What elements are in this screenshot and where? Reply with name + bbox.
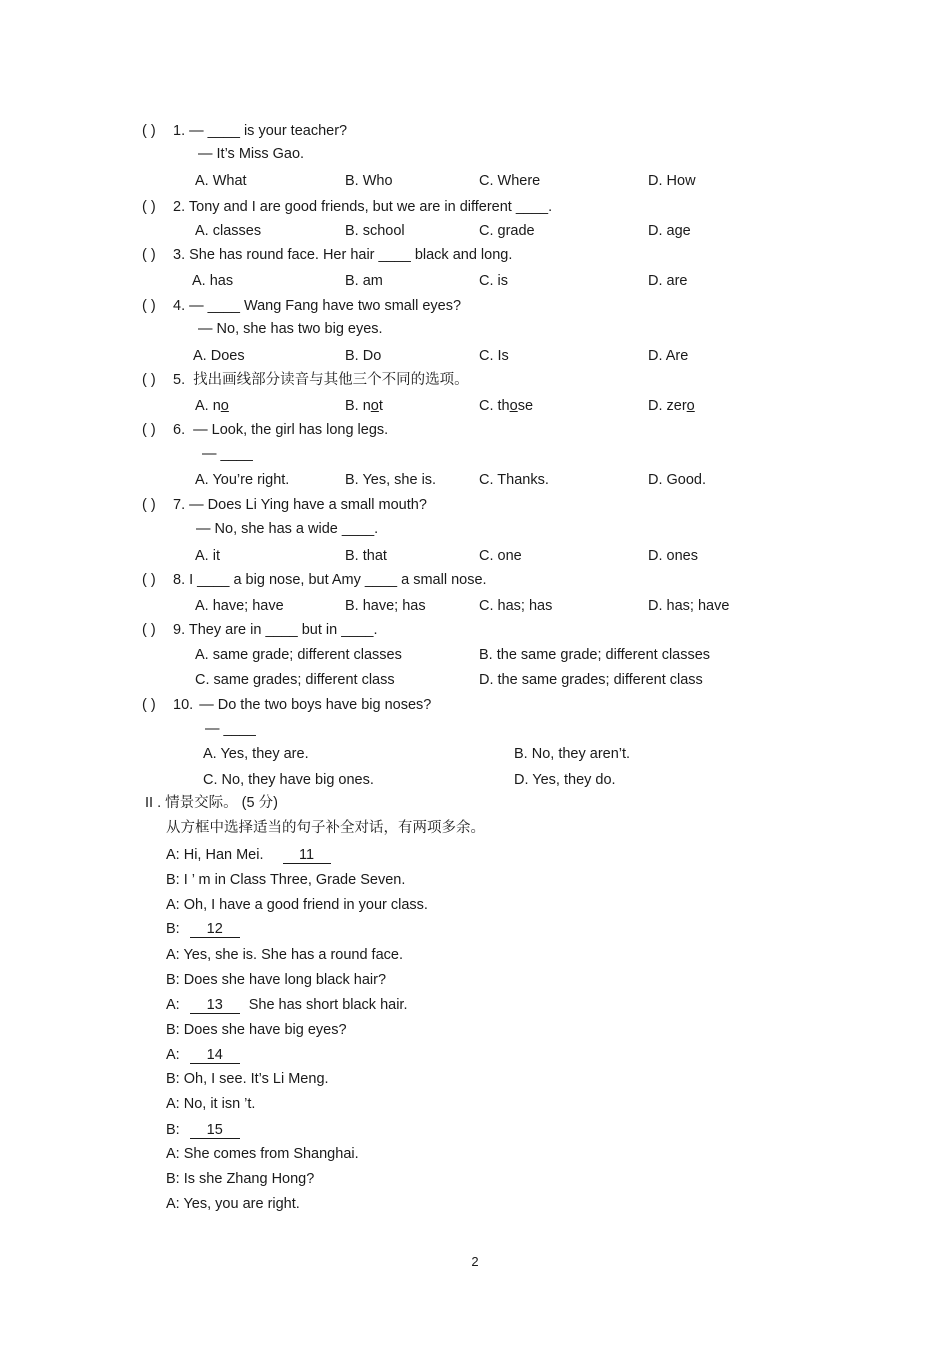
dialogue-line: B: 15	[166, 1121, 240, 1139]
answer-bracket: ( )	[142, 123, 156, 139]
dialogue-line: A: 13 She has short black hair.	[166, 997, 408, 1013]
option-a: A. has	[192, 273, 234, 289]
question-stem: 10. — Do the two boys have big noses?	[173, 697, 432, 713]
dialogue-line: B: Is she Zhang Hong?	[166, 1171, 315, 1187]
dialogue-line: A: No, it isn ’t.	[166, 1096, 256, 1112]
option-b: B. have; has	[345, 598, 426, 614]
underlined-letter: o	[370, 398, 379, 414]
option-c: C. Where	[479, 173, 541, 189]
answer-bracket: ( )	[142, 422, 156, 438]
answer-blank: 15	[190, 1123, 240, 1139]
underlined-letter: o	[686, 398, 695, 414]
dialogue-line: A: Hi, Han Mei. 11	[166, 846, 331, 864]
option-c: C. has; has	[479, 598, 553, 614]
option-b: B. Yes, she is.	[345, 472, 437, 488]
option-d: D. Are	[648, 348, 689, 364]
answer-bracket: ( )	[142, 697, 156, 713]
section-heading: II . 情景交际。 (5 分)	[145, 795, 278, 811]
option-a: A. Yes, they are.	[203, 746, 309, 762]
dialogue-line: A: Oh, I have a good friend in your class.	[166, 897, 428, 913]
option-b: B. Who	[345, 173, 393, 189]
dialogue-line: B: 12	[166, 920, 240, 938]
option-d: D. has; have	[648, 598, 730, 614]
option-c: C. grade	[479, 223, 535, 239]
question-stem: 4. — ____ Wang Fang have two small eyes?	[173, 298, 462, 314]
option-b: B. Do	[345, 348, 382, 364]
question-stem: 9. They are in ____ but in ____.	[173, 622, 378, 638]
option-c: C. those	[479, 398, 534, 414]
answer-bracket: ( )	[142, 497, 156, 513]
answer-blank: 14	[190, 1048, 240, 1064]
option-d: D. Good.	[648, 472, 707, 488]
option-b: B. school	[345, 223, 405, 239]
option-d: D. ones	[648, 548, 698, 564]
option-c: C. Thanks.	[479, 472, 549, 488]
question-reply: — No, she has two big eyes.	[198, 321, 383, 337]
question-stem: 2. Tony and I are good friends, but we are in different ____.	[173, 199, 553, 215]
option-d: D. Yes, they do.	[514, 772, 616, 788]
question-stem: 8. I ____ a big nose, but Amy ____ a small nose.	[173, 572, 487, 588]
underlined-letter: o	[220, 398, 229, 414]
option-a: A. Does	[193, 348, 245, 364]
option-d: D. the same grades; different class	[479, 672, 703, 688]
dialogue-line: A: Yes, you are right.	[166, 1196, 300, 1212]
option-a: A. What	[195, 173, 247, 189]
question-stem: 3. She has round face. Her hair ____ black and long.	[173, 247, 513, 263]
option-d: D. How	[648, 173, 696, 189]
option-c: C. same grades; different class	[195, 672, 395, 688]
option-b: B. the same grade; different classes	[479, 647, 711, 663]
answer-bracket: ( )	[142, 247, 156, 263]
dialogue-line: B: Does she have big eyes?	[166, 1022, 347, 1038]
answer-bracket: ( )	[142, 298, 156, 314]
question-reply: — It’s Miss Gao.	[198, 146, 305, 162]
option-a: A. no	[195, 398, 229, 414]
option-c: C. No, they have big ones.	[203, 772, 374, 788]
option-b: B. that	[345, 548, 387, 564]
option-a: A. have; have	[195, 598, 284, 614]
question-stem: 7. — Does Li Ying have a small mouth?	[173, 497, 427, 513]
option-b: B. No, they aren’t.	[514, 746, 631, 762]
section-instruction: 从方框中选择适当的句子补全对话，有两项多余。	[166, 820, 485, 836]
dialogue-line: B: Oh, I see. It’s Li Meng.	[166, 1071, 329, 1087]
answer-bracket: ( )	[142, 199, 156, 215]
option-b: B. am	[345, 273, 383, 289]
option-c: C. one	[479, 548, 522, 564]
option-a: A. You’re right.	[195, 472, 290, 488]
question-stem: 6. — Look, the girl has long legs.	[173, 422, 389, 438]
underlined-letter: o	[509, 398, 518, 414]
question-reply: — ____	[205, 721, 256, 737]
option-c: C. is	[479, 273, 508, 289]
option-d: D. age	[648, 223, 691, 239]
option-c: C. Is	[479, 348, 509, 364]
question-stem: 1. — ____ is your teacher?	[173, 123, 348, 139]
answer-bracket: ( )	[142, 372, 156, 388]
answer-bracket: ( )	[142, 572, 156, 588]
answer-blank: 11	[283, 848, 331, 864]
dialogue-line: A: 14	[166, 1046, 240, 1064]
dialogue-line: A: She comes from Shanghai.	[166, 1146, 359, 1162]
option-a: A. it	[195, 548, 220, 564]
answer-bracket: ( )	[142, 622, 156, 638]
answer-blank: 13	[190, 998, 240, 1014]
page-number: 2	[471, 1254, 479, 1269]
question-reply: — No, she has a wide ____.	[196, 521, 379, 537]
option-a: A. classes	[195, 223, 262, 239]
question-reply: — ____	[202, 446, 253, 462]
dialogue-line: B: Does she have long black hair?	[166, 972, 387, 988]
question-stem: 5. 找出画线部分读音与其他三个不同的选项。	[173, 372, 469, 388]
option-b: B. not	[345, 398, 383, 414]
answer-blank: 12	[190, 922, 240, 938]
dialogue-line: A: Yes, she is. She has a round face.	[166, 947, 403, 963]
option-a: A. same grade; different classes	[195, 647, 402, 663]
dialogue-line: B: I ’ m in Class Three, Grade Seven.	[166, 872, 406, 888]
option-d: D. zero	[648, 398, 695, 414]
option-d: D. are	[648, 273, 688, 289]
